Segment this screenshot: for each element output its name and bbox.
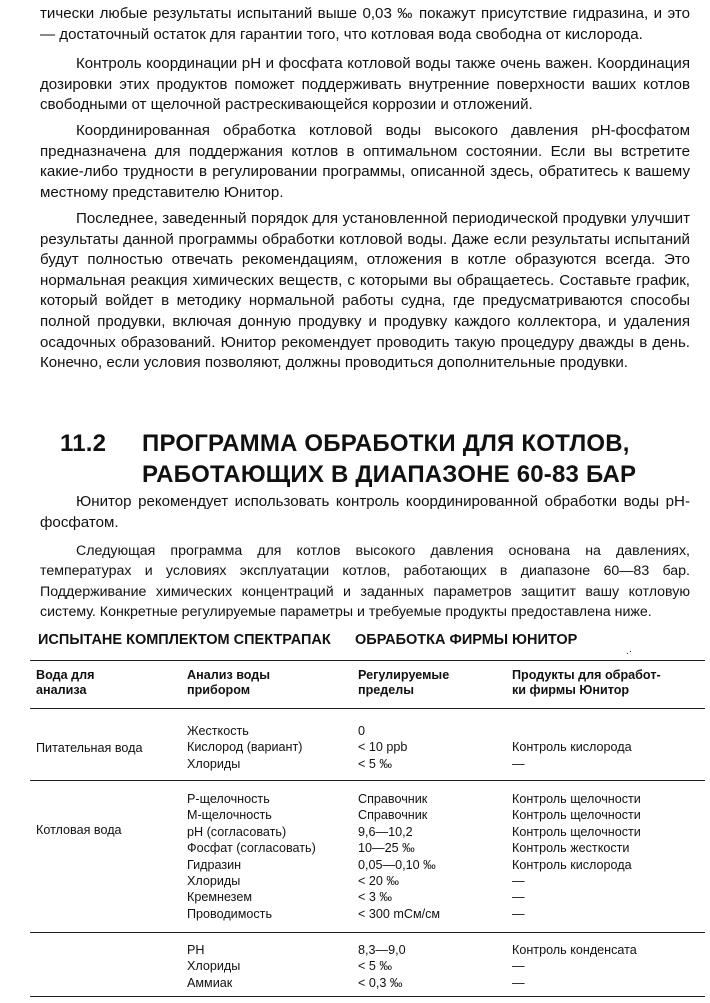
table-group-boiler-limits: Справочник Справочник 9,6—10,2 10—25 ‰ 0,05—0,10 ‰ < 20 ‰ < 3 ‰ < 300 mСм/см [358, 792, 441, 921]
section-title-line1: ПРОГРАММА ОБРАБОТКИ ДЛЯ КОТЛОВ, [142, 430, 630, 457]
column-header-analysis: Анализ воды прибором [187, 668, 271, 697]
table-heading-left: ИСПЫТАНЕ КОМПЛЕКТОМ СПЕКТРАПАК [38, 632, 331, 648]
paragraph-2: Контроль координации pH и фосфата котловой воды также очень важен. Координация дозировки этих продуктов поможет поддерживать внутренние поверхности ваших котлов свободными от щелочной растрескивающейся коррозии и отложений. [40, 55, 690, 114]
stray-mark: .· [626, 646, 633, 657]
table-group-rule-1 [30, 780, 705, 781]
table-group-feed-products: Контроль кислорода — [512, 740, 632, 771]
table-group-boiler-products: Контроль щелочности Контроль щелочности Контроль щелочности Контроль жесткости Контроль кислорода — — — [512, 792, 641, 921]
table-group-condensate-limits: 8,3—9,0 < 5 ‰ < 0,3 ‰ [358, 943, 406, 990]
table-group-boiler-analysis: Р-щелочность М-щелочность pH (согласовать) Фосфат (согласовать) Гидразин Хлориды Кремнезем Проводимость [187, 792, 316, 921]
table-group-feed-analysis: Жесткость Кислород (вариант) Хлориды [187, 724, 303, 771]
paragraph-3: Координированная обработка котловой воды высокого давления pH-фосфатом предназначена для поддержания котлов в оптимальном состоянии. Если вы встретите какие-либо трудности в регулировании программы, описанной здесь, обратитесь к вашему местному представителю Юнитор. [40, 122, 690, 201]
table-group-condensate-products: Контроль конденсата — — [512, 943, 637, 990]
section-number: 11.2 [60, 430, 107, 457]
paragraph-5: Юнитор рекомендует использовать контроль координированной обработки воды pH-фосфатом. [40, 493, 690, 531]
paragraph-1: тически любые результаты испытаний выше 0,03 ‰ покажут присутствие гидразина, и это — достаточный остаток для гарантии того, что котловая вода свободна от кислорода. [40, 5, 690, 43]
table-row-label-boiler-water: Котловая вода [36, 823, 122, 837]
table-group-feed-limits: 0 < 10 ppb < 5 ‰ [358, 724, 408, 771]
table-heading-right: ОБРАБОТКА ФИРМЫ ЮНИТОР [355, 632, 578, 648]
table-top-rule [30, 660, 705, 661]
table-bottom-rule [30, 996, 705, 997]
column-header-products: Продукты для обработ- ки фирмы Юнитор [512, 668, 661, 697]
section-title-line2: РАБОТАЮЩИХ В ДИАПАЗОНЕ 60-83 БАР [142, 461, 637, 488]
column-header-water: Вода для анализа [36, 668, 95, 697]
table-row-label-feed-water: Питательная вода [36, 741, 143, 755]
paragraph-4: Последнее, заведенный порядок для установленной периодической продувки улучшит результаты данной программы обработки котловой воды. Даже если результаты испытаний будут полностью отвечать рекомендациям, отложения в котле образуются всегда. Это нормальная реакция химических веществ, с которыми вы обращаетесь. Составьте график, который войдет в методику нормальной работы судна, где предусматриваются способы полной продувки, включая донную продувку и продувку каждого коллектора, и удаления осадочных образований. Юнитор рекомендует проводить такую процедуру дважды в день. Конечно, если условия позволяют, должны проводиться дополнительные продувки. [40, 210, 690, 372]
column-header-limits: Регулируемые пределы [358, 668, 450, 697]
table-group-rule-2 [30, 932, 705, 933]
table-header-rule [30, 708, 705, 709]
paragraph-6: Следующая программа для котлов высокого давления основана на давлениях, температурах и условиях эксплуатации котлов, работающих в диапазоне 60—83 бар. Поддерживание химических концентраций и заданных параметров защитит вашу котловую систему. Конкретные регулируемые параметры и требуемые продукты предоставлена ниже. [40, 543, 690, 621]
table-group-condensate-analysis: PH Хлориды Аммиак [187, 943, 241, 990]
